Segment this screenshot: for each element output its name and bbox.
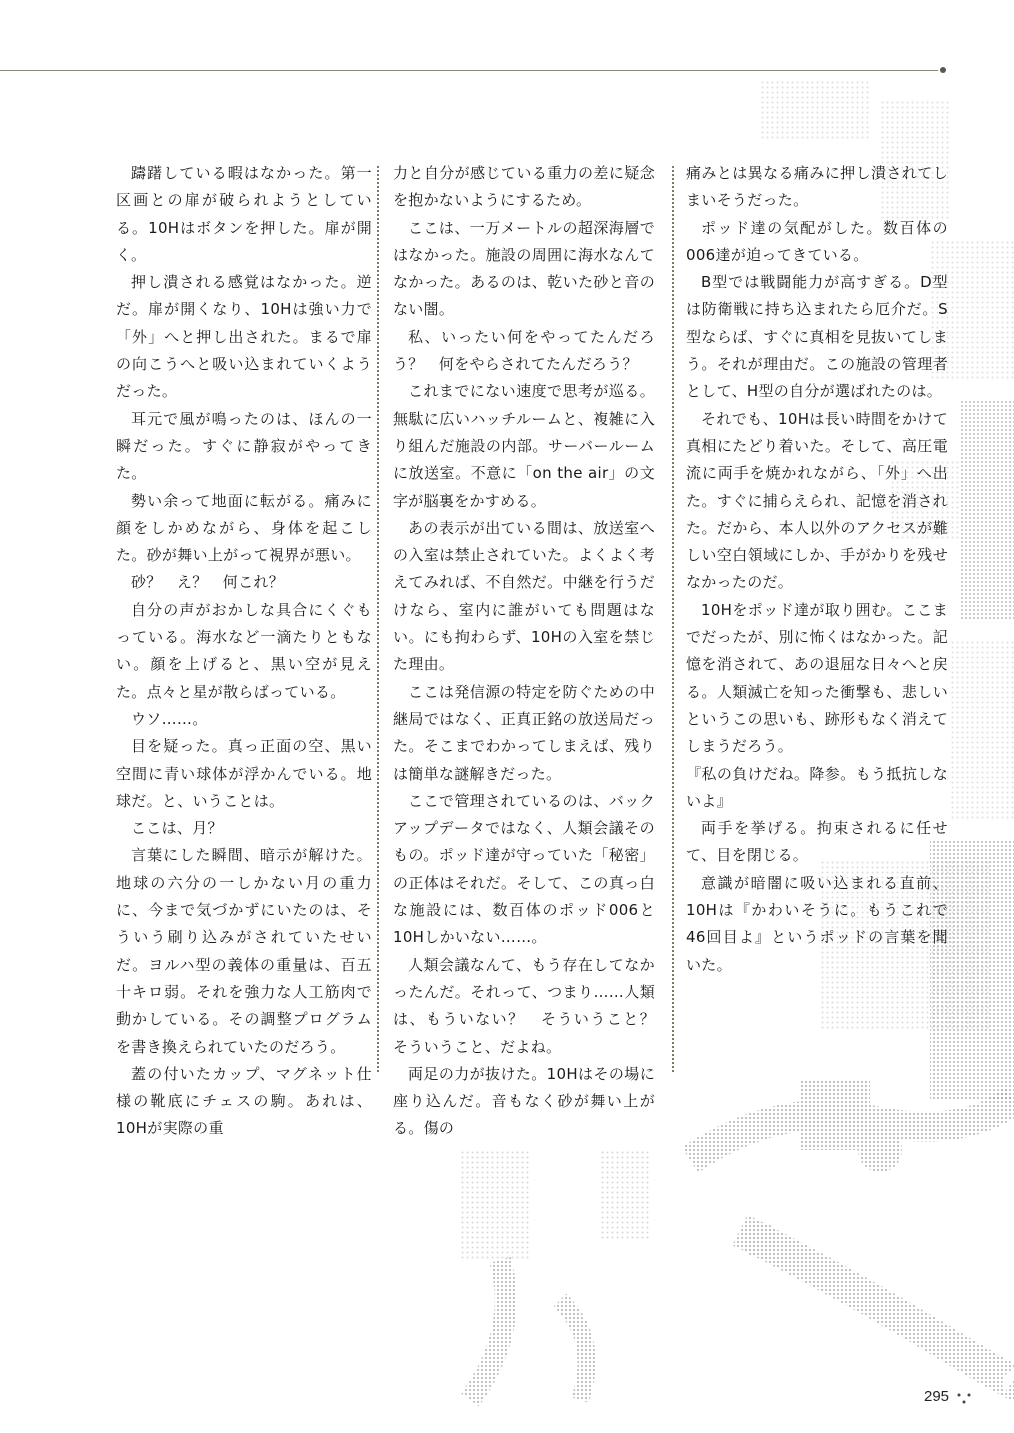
top-rule-dot bbox=[940, 67, 946, 73]
paragraph: 力と自分が感じている重力の差に疑念を抱かないようにするため。 bbox=[393, 164, 655, 210]
paragraph: 勢い余って地面に転がる。痛みに顔をしかめながら、身体を起こした。砂が舞い上がって視界が悪い。 bbox=[116, 491, 372, 565]
text-column-2 bbox=[393, 160, 671, 1143]
paragraph: 押し潰される感覚はなかった。逆だ。扉が開くなり、10Hは強い力で「外」へと押し出された。まるで扉の向こうへと吸い込まれていくようだった。 bbox=[116, 273, 372, 401]
page-number: 295 bbox=[924, 1388, 950, 1405]
paragraph: 蓋の付いたカップ、マグネット仕様の靴底にチェスの駒。あれは、10Hが実際の重 bbox=[116, 1064, 372, 1138]
column-divider-2 bbox=[672, 166, 674, 1072]
text-column-1 bbox=[116, 160, 372, 1143]
paragraph: それでも、10Hは長い時間をかけて真相にたどり着いた。そして、高圧電流に両手を焼かれながら、「外」へ出た。すぐに捕らえられ、記憶を消された。だから、本人以外のアクセスが難しい空白領域にしか、手がかりを残せなかったのだ。 bbox=[686, 409, 948, 592]
paragraph: 意識が暗闇に吸い込まれる直前、10Hは『かわいそうに。もうこれで46回目よ』というポッドの言葉を聞いた。 bbox=[686, 873, 948, 974]
paragraph: 10Hをポッド達が取り囲む。ここまでだったが、別に怖くはなかった。記憶を消されて、あの退屈な日々へと戻る。人類滅亡を知った衝撃も、悲しいというこの思いも、跡形もなく消えてしまうだろう。 bbox=[686, 600, 948, 756]
top-rule bbox=[0, 70, 938, 71]
paragraph: あの表示が出ている間は、放送室への入室は禁止されていた。よくよく考えてみれば、不自然だ。中継を行うだけなら、室内に誰がいても問題はない。にも拘わらず、10Hの入室を禁じた理由。 bbox=[393, 518, 655, 674]
paragraph: ここは、月？ bbox=[131, 819, 223, 838]
paragraph: 躊躇している暇はなかった。第一区画との扉が破られようとしている。10Hはボタンを押した。扉が開く。 bbox=[116, 164, 372, 264]
paragraph: ここは発信源の特定を防ぐための中継局ではなく、正真正銘の放送局だった。そこまでわかってしまえば、残りは簡単な謎解きだった。 bbox=[393, 682, 655, 783]
paragraph: B型では戦闘能力が高すぎる。D型は防衛戦に持ち込まれたら厄介だ。S型ならば、すぐに真相を見抜いてしまう。それが理由だ。この施設の管理者として、H型の自分が選ばれたのは。 bbox=[686, 273, 948, 401]
paragraph: 人類会議なんて、もう存在してなかったんだ。それって、つまり……人類は、もういない？ そういうこと？ そういうこと、だよね。 bbox=[393, 955, 671, 1056]
paragraph: これまでにない速度で思考が巡る。無駄に広いハッチルームと、複雑に入り組んだ施設の内部。サーバールームに放送室。不意に「on the air」の文字が脳裏をかすめる。 bbox=[393, 382, 655, 510]
text-column-3 bbox=[686, 160, 948, 979]
paragraph: ここは、一万メートルの超深海層ではなかった。施設の周囲に海水なんてなかった。あるのは、乾いた砂と音のない闇。 bbox=[393, 218, 655, 319]
paragraph: 両足の力が抜けた。10Hはその場に座り込んだ。音もなく砂が舞い上がる。傷の bbox=[393, 1064, 655, 1138]
paragraph: 目を疑った。真っ正面の空、黒い空間に青い球体が浮かんでいる。地球だ。と、いうことは。 bbox=[116, 737, 372, 810]
paragraph: 自分の声がおかしな具合にくぐもっている。海水など一滴たりともない。顔を上げると、黒い空が見えた。点々と星が散らばっている。 bbox=[116, 600, 372, 701]
paragraph: 『私の負けだね。降参。もう抵抗しないよ』 bbox=[686, 764, 948, 810]
paragraph: 耳元で風が鳴ったのは、ほんの一瞬だった。すぐに静寂がやってきた。 bbox=[116, 409, 372, 483]
paragraph: ウソ……。 bbox=[131, 709, 208, 728]
paragraph: 砂？ え？ 何これ？ bbox=[131, 573, 285, 592]
paragraph: 言葉にした瞬間、暗示が解けた。地球の六分の一しかない月の重力に、今まで気づかずにいたのは、そういう刷り込みがされていたせいだ。ヨルハ型の義体の重量は、百五十キロ弱。それを強力な人工筋肉で動かしている。その調整プログラムを書き換えられていたのだろう。 bbox=[116, 846, 372, 1056]
triangle-dots-icon bbox=[957, 1392, 971, 1404]
column-divider-1 bbox=[377, 166, 379, 1072]
paragraph: 私、いったい何をやってたんだろう？ 何をやらされてたんだろう？ bbox=[393, 327, 655, 374]
paragraph: ポッド達の気配がした。数百体の006達が迫ってきている。 bbox=[686, 218, 948, 264]
paragraph: ここで管理されているのは、バックアップデータではなく、人類会議そのもの。ポッド達が守っていた「秘密」の正体はそれだ。そして、この真っ白な施設には、数百体のポッド006と10Hしかいない……。 bbox=[393, 791, 655, 947]
paragraph: 痛みとは異なる痛みに押し潰されてしまいそうだった。 bbox=[686, 164, 948, 210]
paragraph: 両手を挙げる。拘束されるに任せて、目を閉じる。 bbox=[686, 819, 948, 865]
